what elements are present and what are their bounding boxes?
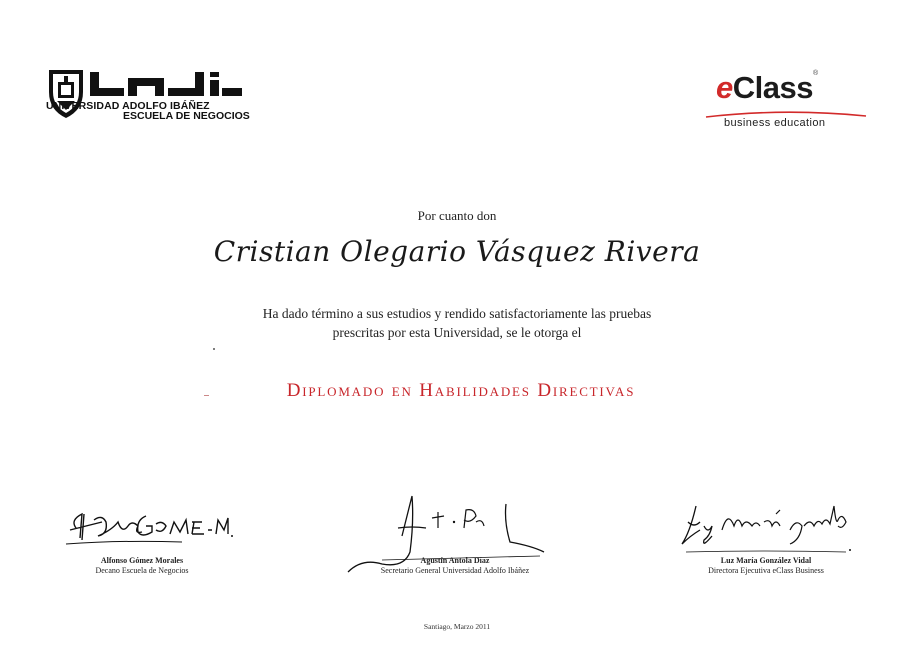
signatory-2-name: Agustín Antola Díaz xyxy=(420,556,490,565)
uai-wordmark xyxy=(90,72,242,96)
signatory-2-role: Secretario General Universidad Adolfo Ibáñez xyxy=(380,566,530,575)
stray-dot xyxy=(213,348,215,350)
diploma-title: Diplomado en Habilidades Directivas xyxy=(286,380,636,401)
eclass-logo-text: Class xyxy=(732,70,813,105)
certificate-intro: Por cuanto don xyxy=(417,208,497,223)
recipient-name: Cristian Olegario Vásquez Rivera xyxy=(213,235,701,268)
eclass-tagline: business education xyxy=(724,117,826,129)
signatory-1-name: Alfonso Gómez Morales xyxy=(100,556,184,565)
signatory-3 xyxy=(686,556,846,576)
signature-3 xyxy=(676,496,856,558)
uai-university-name: UNIVERSIDAD ADOLFO IBÁÑEZ xyxy=(46,100,210,112)
signatory-3-role: Directora Ejecutiva eClass Business xyxy=(708,566,824,575)
signatory-1 xyxy=(62,556,222,576)
body-line-2: prescritas por esta Universidad, se le otorga el xyxy=(332,325,582,340)
eclass-logo-e: e xyxy=(716,70,733,105)
eclass-logo xyxy=(716,70,818,106)
registered-mark: ® xyxy=(812,70,818,77)
certificate-body xyxy=(0,304,914,342)
body-line-1: Ha dado término a sus estudios y rendido satisfactoriamente las pruebas xyxy=(262,306,652,321)
place-date: Santiago, Marzo 2011 xyxy=(423,622,491,631)
uai-school-name: ESCUELA DE NEGOCIOS xyxy=(123,110,250,122)
signatory-2 xyxy=(340,556,570,576)
signature-1 xyxy=(62,500,234,552)
signatory-1-role: Decano Escuela de Negocios xyxy=(95,566,189,575)
signatory-3-name: Luz María González Vidal xyxy=(720,556,812,565)
